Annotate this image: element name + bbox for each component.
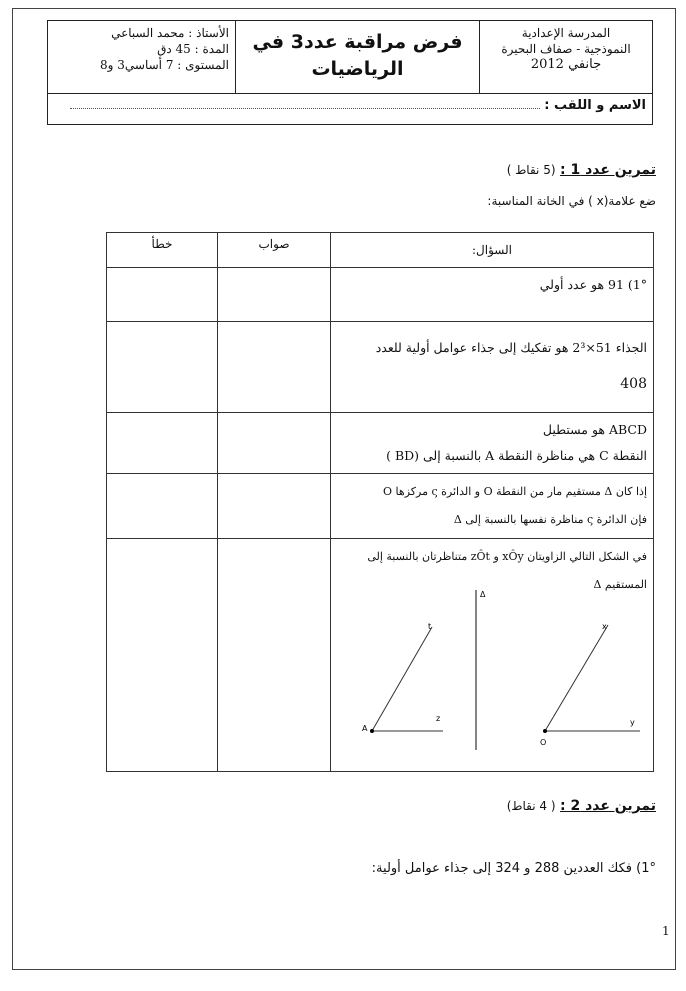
header-false: خطأ <box>107 233 218 268</box>
table-row <box>107 413 654 474</box>
exercise2-title: تمرين عدد 2 : <box>559 798 656 814</box>
question-text: 408 <box>620 376 647 392</box>
label-x: x <box>602 622 607 631</box>
question-cell <box>331 322 654 413</box>
true-cell[interactable] <box>218 413 331 474</box>
label-A: A <box>362 724 368 733</box>
question-text: 1°) 91 هو عدد أولي <box>539 277 647 292</box>
question-text: إذا كان Δ مستقيم مار من النقطة O و الدائرة ς مركزها O <box>383 485 647 498</box>
question-cell <box>331 413 654 474</box>
school-location: النموذجية - صفاف البحيرة <box>501 42 631 56</box>
exam-header <box>47 20 653 125</box>
true-cell[interactable] <box>218 322 331 413</box>
table-row <box>107 474 654 539</box>
true-cell[interactable] <box>218 539 331 772</box>
point-O <box>543 729 547 733</box>
label-O: O <box>540 738 547 747</box>
question-text: في الشكل التالي الزاويتان xÔy و zÔt متناظرتان بالنسبة إلى <box>367 550 647 563</box>
header-true: صواب <box>218 233 331 268</box>
name-label: الاسم و اللقب : <box>544 98 646 113</box>
question-text: ABCD هو مستطيل <box>542 422 647 437</box>
header-question: السؤال: <box>331 233 654 268</box>
question-cell <box>331 268 654 322</box>
symmetry-figure <box>340 585 650 755</box>
label-t: t <box>428 622 432 631</box>
level: المستوى : 7 أساسي3 و8 <box>100 58 229 72</box>
teacher-name: الأستاذ : محمد السباعي <box>111 26 229 40</box>
student-name-row <box>48 93 652 124</box>
exercise2-heading <box>507 798 656 814</box>
exam-date: جانفي 2012 <box>530 57 602 72</box>
table-row <box>107 268 654 322</box>
point-A <box>370 729 374 733</box>
exercise2-question1: 1°) فكك العددين 288 و 324 إلى جذاء عوامل أولية: <box>371 861 656 876</box>
exam-title: فرض مراقبة عدد3 في الرياضيات <box>235 21 479 93</box>
question-text: النقطة C هي مناظرة النقطة A بالنسبة إلى (BD ) <box>386 448 647 463</box>
ray-Ox <box>545 625 608 731</box>
school-name: المدرسة الإعدادية <box>521 26 611 40</box>
exercise1-instruction: ضع علامة(x ) في الخانة المناسبة: <box>487 194 656 208</box>
false-cell[interactable] <box>107 474 218 539</box>
true-cell[interactable] <box>218 268 331 322</box>
exercise1-points: (5 نقاط ) <box>506 163 556 177</box>
false-cell[interactable] <box>107 539 218 772</box>
true-cell[interactable] <box>218 474 331 539</box>
label-z: z <box>436 714 441 723</box>
question-cell <box>331 474 654 539</box>
name-field[interactable] <box>70 100 540 109</box>
label-delta: Δ <box>480 590 486 599</box>
question-text: فإن الدائرة ς مناظرة نفسها بالنسبة إلى Δ <box>453 513 647 526</box>
question-text: المستقيم Δ <box>593 578 647 591</box>
ray-At <box>372 627 432 731</box>
page-number: 1 <box>662 924 670 938</box>
label-y: y <box>630 718 635 727</box>
false-cell[interactable] <box>107 268 218 322</box>
exercise1-title: تمرين عدد 1 : <box>559 162 656 178</box>
exercise1-heading <box>507 162 656 178</box>
table-header-row <box>107 233 654 268</box>
exercise2-points: ( 4 نقاط) <box>506 799 556 813</box>
false-cell[interactable] <box>107 413 218 474</box>
table-row <box>107 322 654 413</box>
teacher-info <box>46 21 235 93</box>
false-cell[interactable] <box>107 322 218 413</box>
duration: المدة : 45 دق <box>157 42 229 56</box>
question-text: الجذاء 51×2³ هو تفكيك إلى جذاء عوامل أولية للعدد <box>375 340 647 355</box>
school-info <box>479 21 652 93</box>
